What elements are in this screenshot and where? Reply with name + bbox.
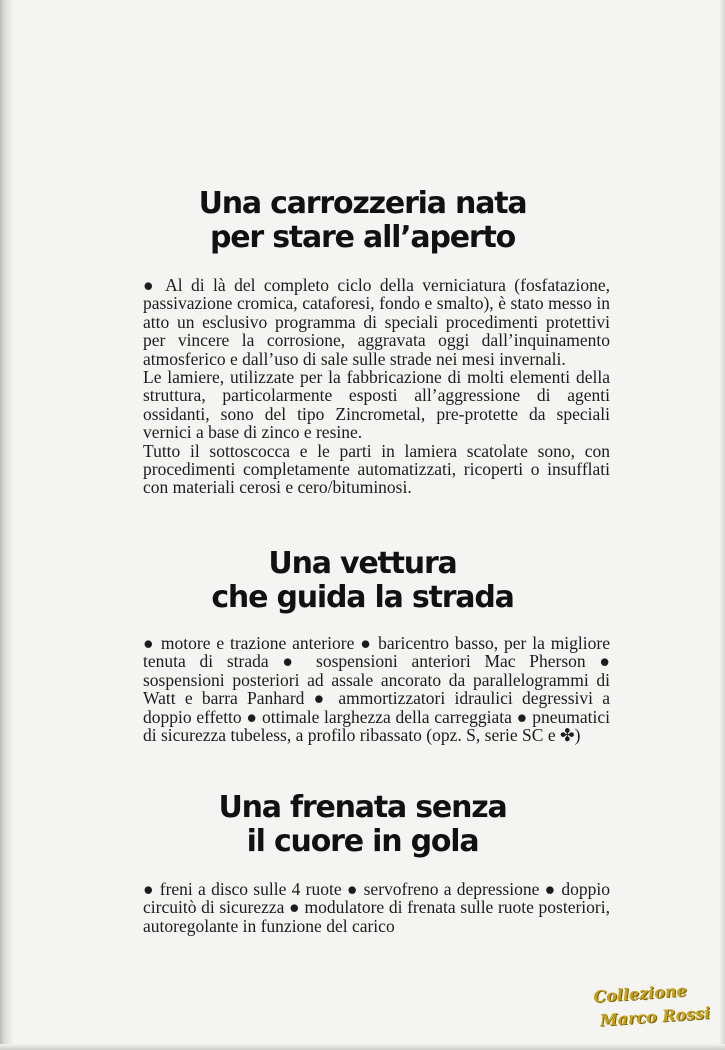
section-1-paragraph-2: Le lamiere, utilizzate per la fabbricazione di molti elementi della struttura, particolarmente esposti all’aggressione di agenti ossidanti, sono del tipo Zincrometal, pre-protette da speciali vernici a base di zinco e resine. — [143, 367, 610, 443]
page-right-edge-shadow — [719, 0, 725, 1050]
section-2-heading — [0, 547, 725, 615]
section-2-heading-line-1: Una vettura — [268, 546, 457, 581]
section-2-body — [143, 634, 610, 744]
page-left-edge-shadow — [0, 0, 14, 1050]
section-3-body — [143, 880, 610, 935]
section-1-body — [143, 276, 610, 497]
watermark-collection-label: Collezione — [592, 980, 688, 1007]
section-3-heading-line-2: il cuore in gola — [246, 824, 479, 859]
section-2-paragraph-1: ● motore e trazione anteriore ● baricentro basso, per la migliore tenuta di strada ● sospensioni anteriori Mac Pherson ● sospensioni posteriori ad assale ancorato da parallelogrammi di Watt e barra Panhard ● ammortizzatori idraulici degressivi a doppio effetto ● ottimale larghezza della carreggiata ● pneumatici di sicurezza tubeless, a profilo ribassato (opz. S, serie SC e ✤) — [143, 633, 610, 746]
section-3-paragraph-1: ● freni a disco sulle 4 ruote ● servofreno a depressione ● doppio circuitò di sicurezza ● modulatore di frenata sulle ruote posteriori, autoregolante in funzione del carico — [143, 879, 610, 936]
section-2-heading-line-2: che guida la strada — [211, 580, 514, 615]
section-1-heading-line-1: Una carrozzeria nata — [198, 186, 527, 221]
section-1-heading-line-2: per stare all’aperto — [209, 220, 516, 255]
section-1-paragraph-3: Tutto il sottoscocca e le parti in lamiera scatolate sono, con procedimenti completamente automatizzati, ricoperti o insufflati con materiali cerosi e cero/bituminosi. — [143, 440, 610, 498]
section-1-paragraph-1: ● Al di là del completo ciclo della verniciatura (fosfatazione, passivazione cromica, cataforesi, fondo e smalto), è stato messo in atto un esclusivo programma di speciali procedimenti protettivi per vincere la corrosione, aggravata oggi dall’inquinamento atmosferico e dall’uso di sale sulle strade nei mesi invernali. — [143, 275, 610, 369]
section-1-heading — [0, 187, 725, 255]
section-3-heading — [0, 791, 725, 859]
section-3-heading-line-1: Una frenata senza — [218, 790, 507, 825]
page-bottom-edge-shadow — [0, 1044, 725, 1050]
watermark-owner-name: Marco Rossi — [599, 1003, 711, 1030]
